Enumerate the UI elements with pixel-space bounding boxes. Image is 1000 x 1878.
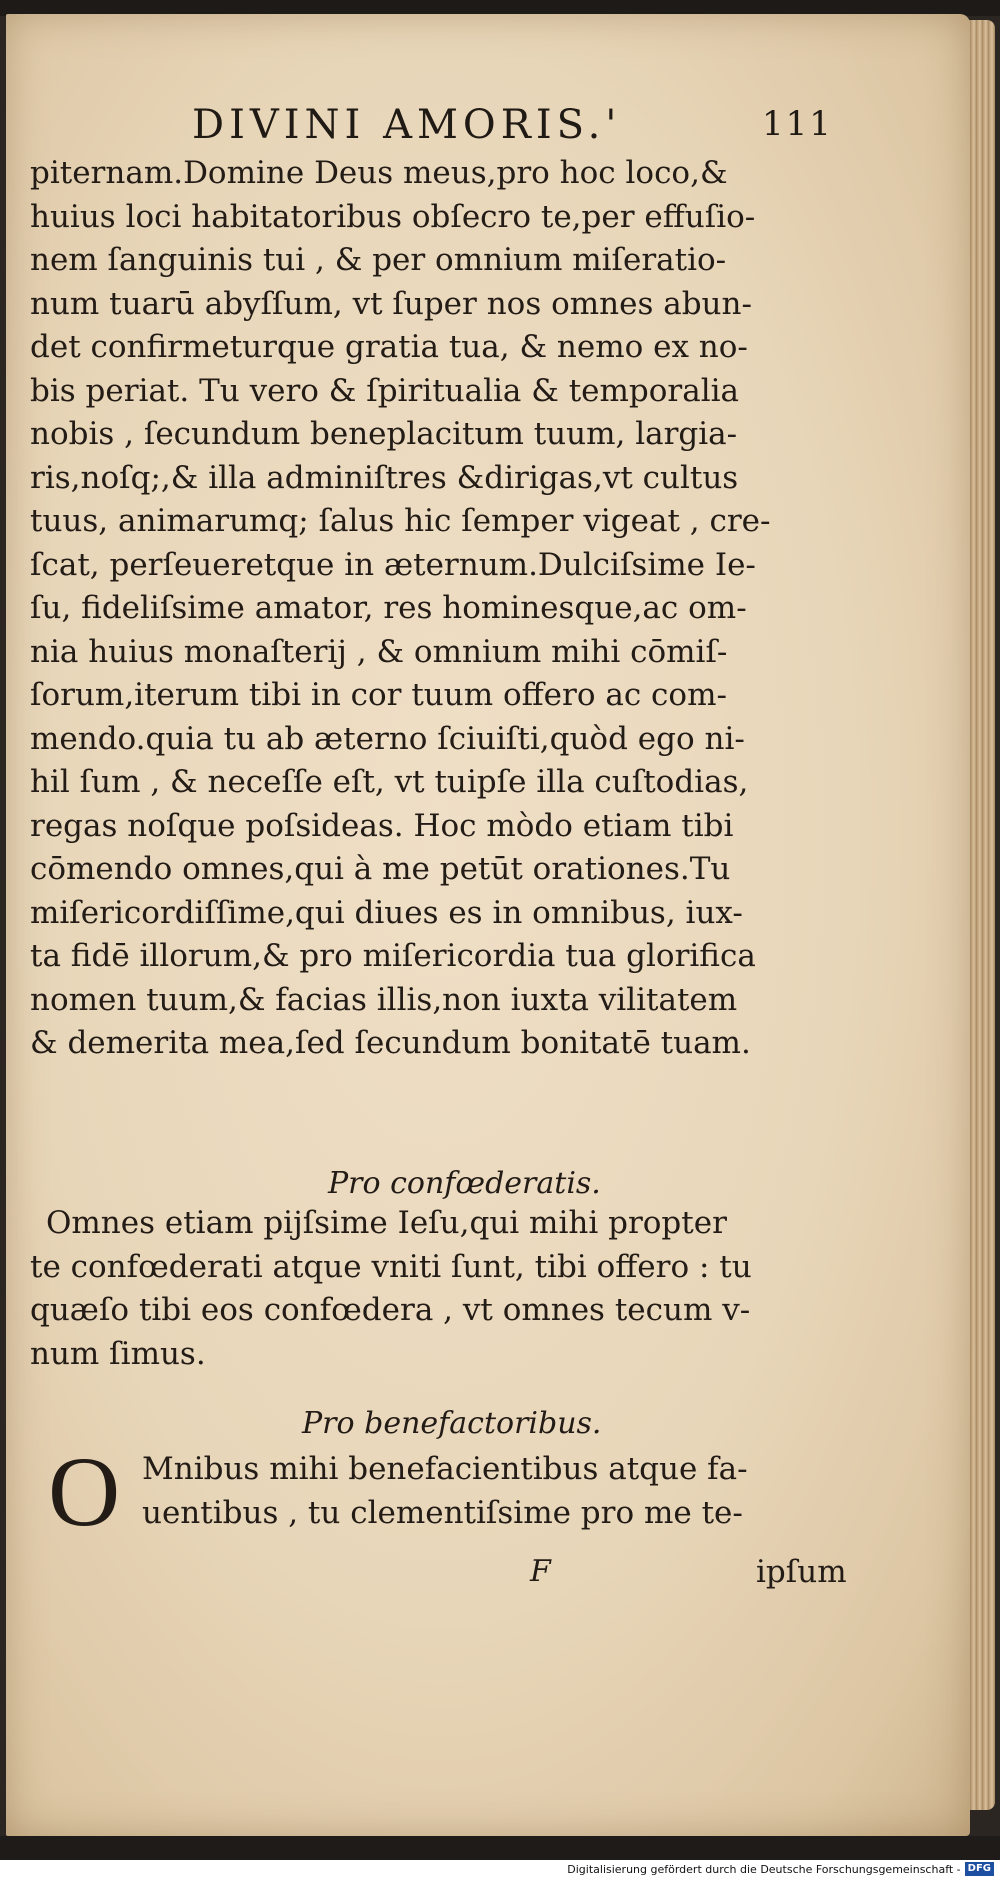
catchline [6,1554,970,1594]
text-line: & demerita mea,ſed ſecundum bonitatē tuam. [30,1025,751,1061]
text-line: piternam.Domine Deus meus,pro hoc loco,& [30,155,728,191]
text-line: nomen tuum,& facias illis,non iuxta vilitatem [30,981,738,1018]
text-line: uentibus , tu clementiſsime pro me te- [142,1494,743,1531]
text-line: nobis , ſecundum beneplacitum tuum, largia- [30,416,738,452]
page-number: 111 [762,104,833,144]
text-line: ta fidē illorum,& pro miſericordia tua glorifica [30,938,756,974]
paragraph-confoederatis [30,1202,876,1376]
text-line: regas noſque poſsideas. Hoc mòdo etiam tibi [30,807,734,844]
running-head-title: DIVINI AMORIS.' [192,102,622,148]
text-line: huius loci habitatoribus obſecro te,per effuſio- [30,198,756,235]
text-line: nem ſanguinis tui , & per omnium miſeratio- [30,242,727,278]
text-line: ſorum,iterum tibi in cor tuum offero ac com- [30,677,727,713]
section-heading-confoederatis: Pro confœderatis. [328,1166,601,1201]
scan-bottom-border [0,1836,1000,1860]
dfg-logo: DFG [965,1862,994,1876]
text-line: det confirmeturque gratia tua, & nemo ex no- [30,329,748,365]
main-text-block [30,152,860,1066]
book-page [6,14,970,1836]
paragraph-benefactoribus [142,1448,882,1535]
signature-mark: F [530,1554,551,1589]
text-line: tuus, animarumq; ſalus hic ſemper vigeat , cre- [30,503,771,539]
text-line: bis periat. Tu vero & ſpiritualia & temporalia [30,372,740,409]
catchword: ipſum [756,1554,847,1590]
drop-cap: O [48,1436,121,1547]
text-line: Mnibus mihi benefacientibus atque fa- [142,1451,748,1487]
text-line: ſcat, perſeueretque in æternum.Dulciſsime Ie- [30,546,756,583]
text-line: cōmendo omnes,qui à me petūt orationes.Tu [30,851,731,887]
text-line: quæſo tibi eos confœdera , vt omnes tecum v- [30,1292,751,1328]
section-heading-benefactoribus: Pro benefactoribus. [302,1406,602,1441]
text-line: ris,noſq;,& illa adminiſtres &dirigas,vt cultus [30,459,739,496]
text-line: num tuarū abyſſum, vt ſuper nos omnes abun- [30,285,752,322]
text-line: num ſimus. [30,1335,206,1372]
text-line: mendo.quia tu ab æterno ſciuiſti,quòd ego ni- [30,720,745,757]
text-line: nia huius monaſterij , & omnium mihi cōmiſ- [30,633,728,670]
text-line: Omnes etiam pijſsime Ieſu,qui mihi propter [46,1205,727,1241]
text-line: miſericordiſſime,qui diues es in omnibus, iux- [30,894,743,931]
credit-text: Digitalisierung gefördert durch die Deutsche Forschungsgemeinschaft - [567,1862,961,1876]
text-line: te confœderati atque vniti ſunt, tibi offero : tu [30,1248,752,1285]
digitization-credit [0,1860,1000,1878]
text-line: ſu, fideliſsime amator, res hominesque,ac om- [30,590,747,626]
running-head [192,102,832,152]
text-line: hil ſum , & neceſſe eſt, vt tuipſe illa cuſtodias, [30,764,749,800]
